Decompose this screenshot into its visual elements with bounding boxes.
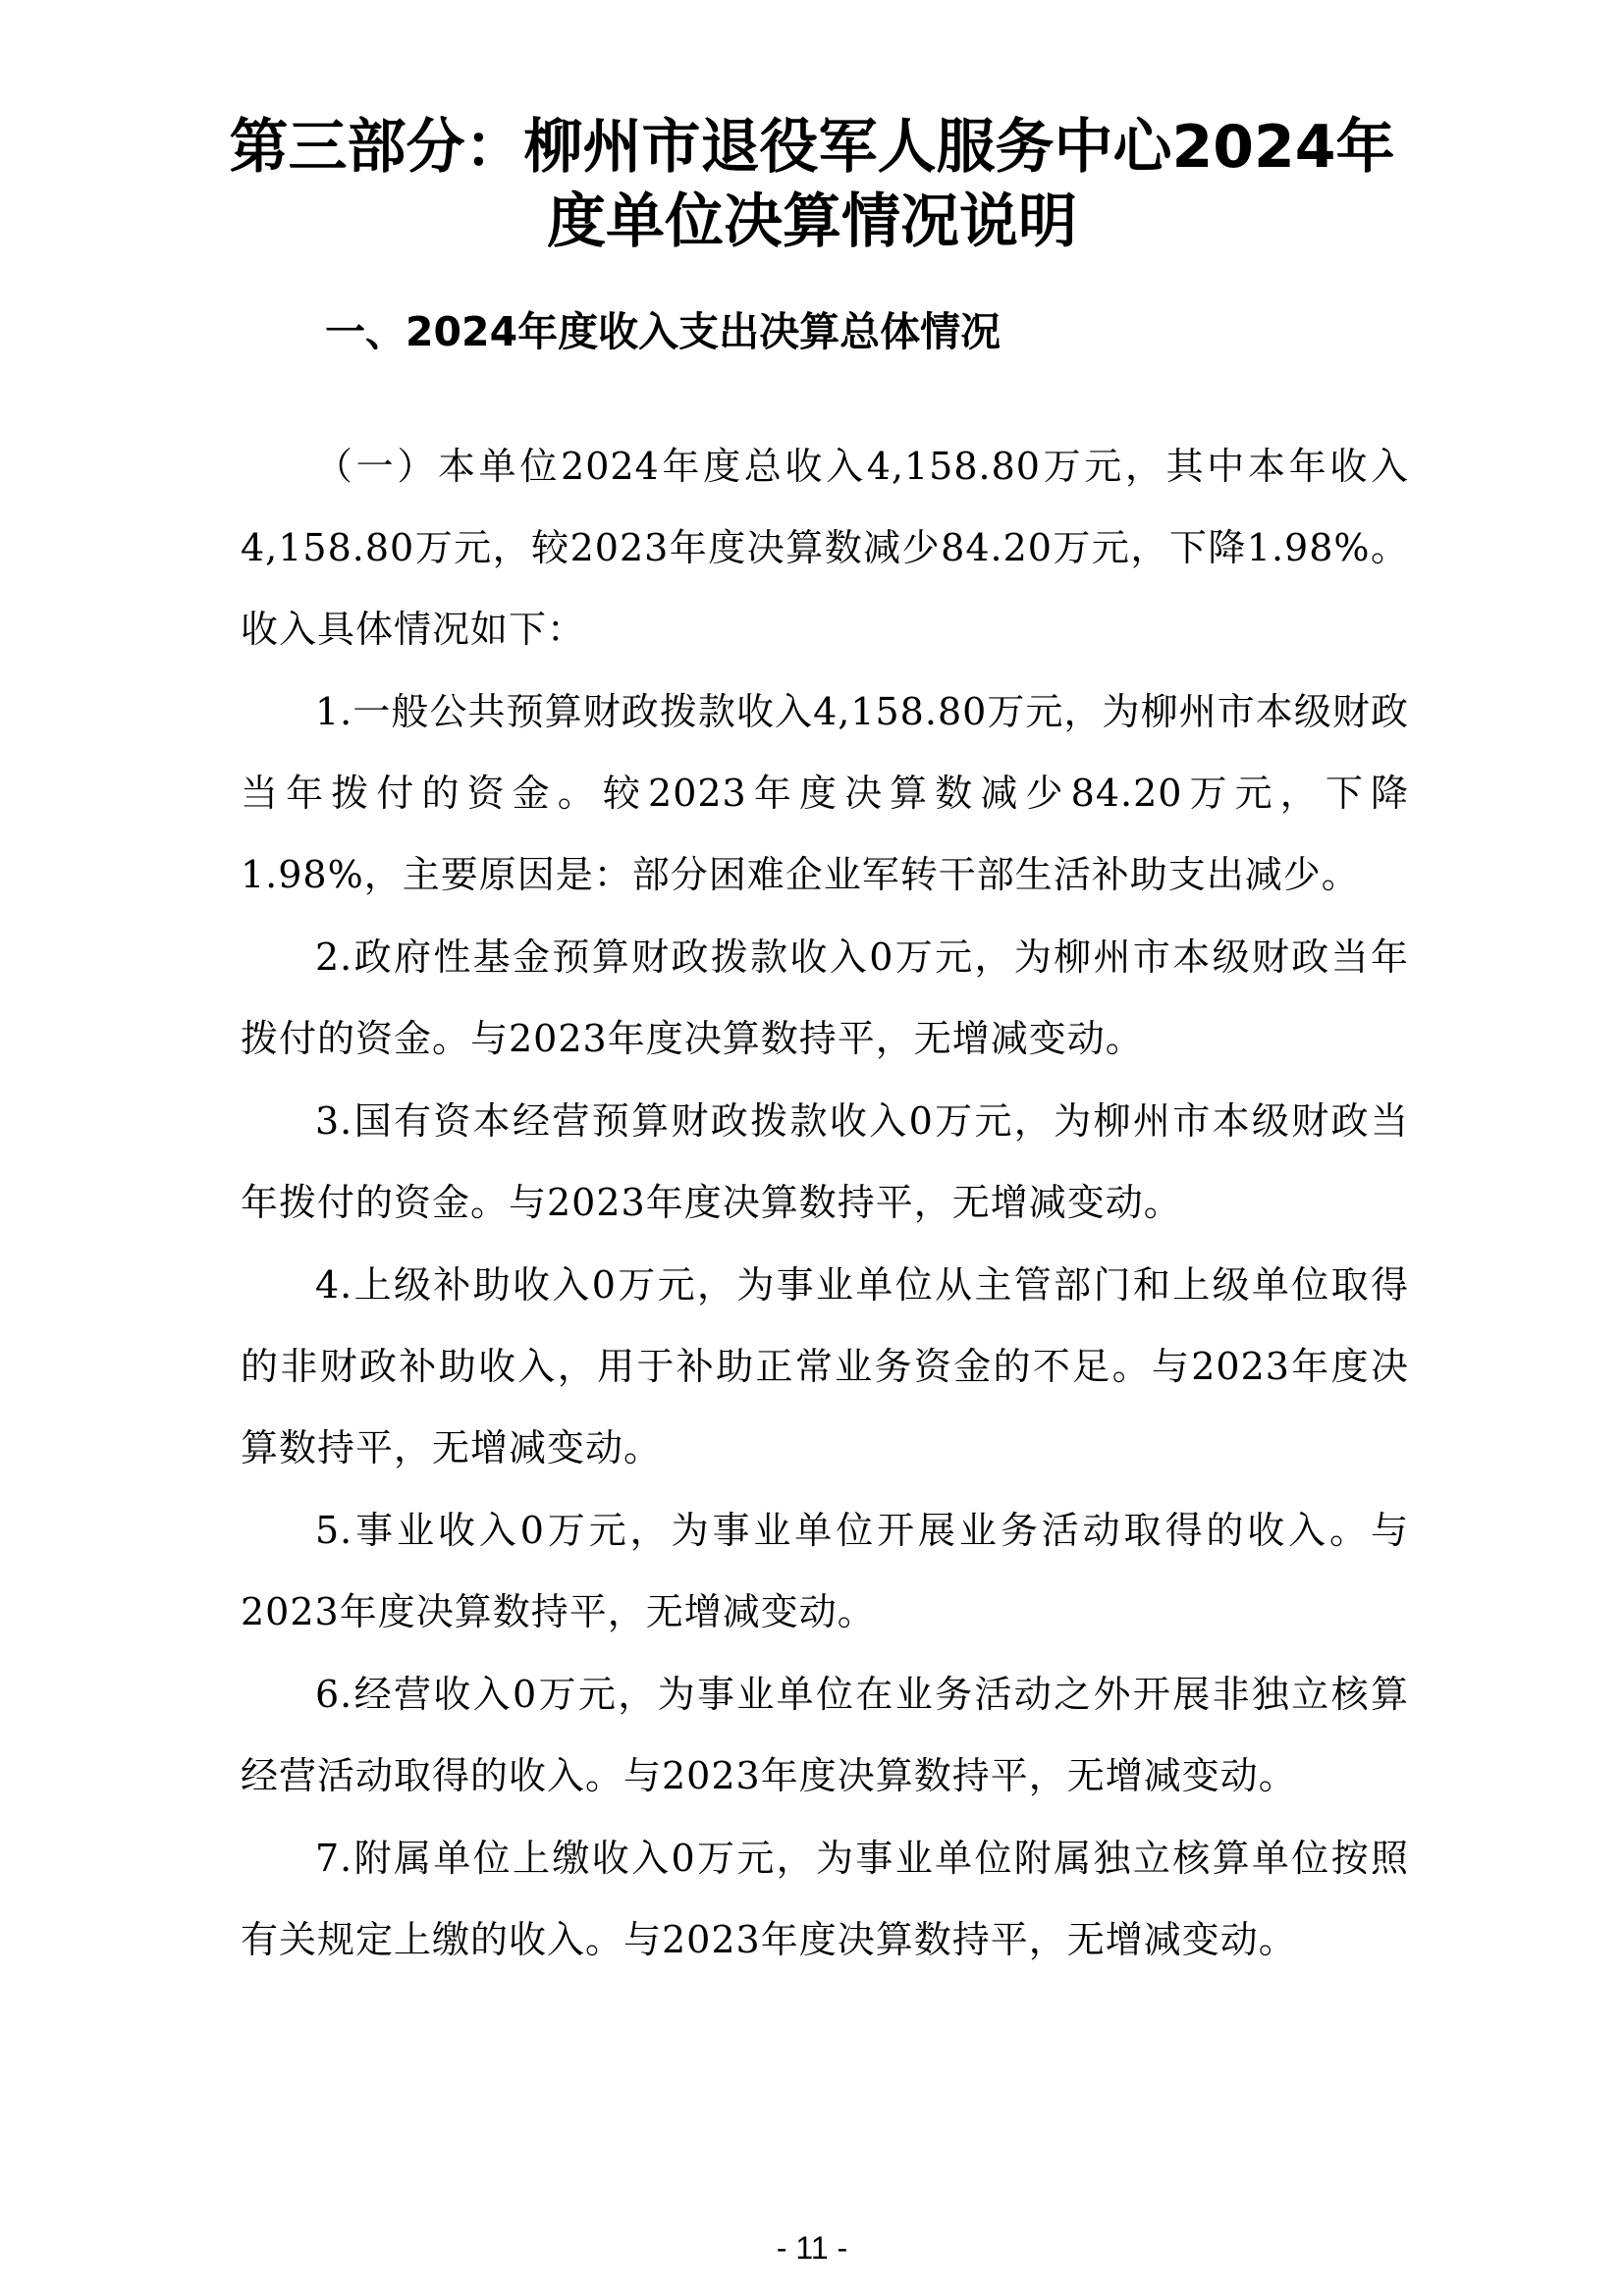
paragraph-item-6: 6.经营收入0万元，为事业单位在业务活动之外开展非独立核算经营活动取得的收入。与2023年度决算数持平，无增减变动。 bbox=[241, 1673, 1409, 1797]
paragraph-item-4: 4.上级补助收入0万元，为事业单位从主管部门和上级单位取得的非财政补助收入，用于补助正常业务资金的不足。与2023年度决算数持平，无增减变动。 bbox=[241, 1263, 1409, 1469]
paragraph-item-5: 5.事业收入0万元，为事业单位开展业务活动取得的收入。与2023年度决算数持平，无增减变动。 bbox=[241, 1509, 1409, 1633]
paragraph-item-7: 7.附属单位上缴收入0万元，为事业单位附属独立核算单位按照有关规定上缴的收入。与2023年度决算数持平，无增减变动。 bbox=[241, 1837, 1409, 1961]
paragraph-item-3: 3.国有资本经营预算财政拨款收入0万元，为柳州市本级财政当年拨付的资金。与2023年度决算数持平，无增减变动。 bbox=[241, 1099, 1409, 1224]
page-number: - 11 - bbox=[776, 2230, 848, 2266]
page-title bbox=[196, 110, 1428, 259]
section-heading: 一、2024年度收入支出决算总体情况 bbox=[325, 308, 1001, 355]
paragraph-item-1: 1.一般公共预算财政拨款收入4,158.80万元，为柳州市本级财政当年拨付的资金。较2023年度决算数减少84.20万元，下降1.98%，主要原因是：部分困难企业军转干部生活补助支出减少。 bbox=[241, 690, 1409, 896]
paragraph-summary: （一）本单位2024年度总收入4,158.80万元，其中本年收入4,158.80万元，较2023年度决算数减少84.20万元，下降1.98%。收入具体情况如下： bbox=[241, 445, 1409, 651]
body-text bbox=[241, 426, 1409, 1982]
title-line-2: 度单位决算情况说明 bbox=[547, 187, 1077, 256]
paragraph-item-2: 2.政府性基金预算财政拨款收入0万元，为柳州市本级财政当年拨付的资金。与2023年度决算数持平，无增减变动。 bbox=[241, 935, 1409, 1060]
title-line-1: 第三部分：柳州市退役军人服务中心2024年 bbox=[229, 113, 1395, 182]
